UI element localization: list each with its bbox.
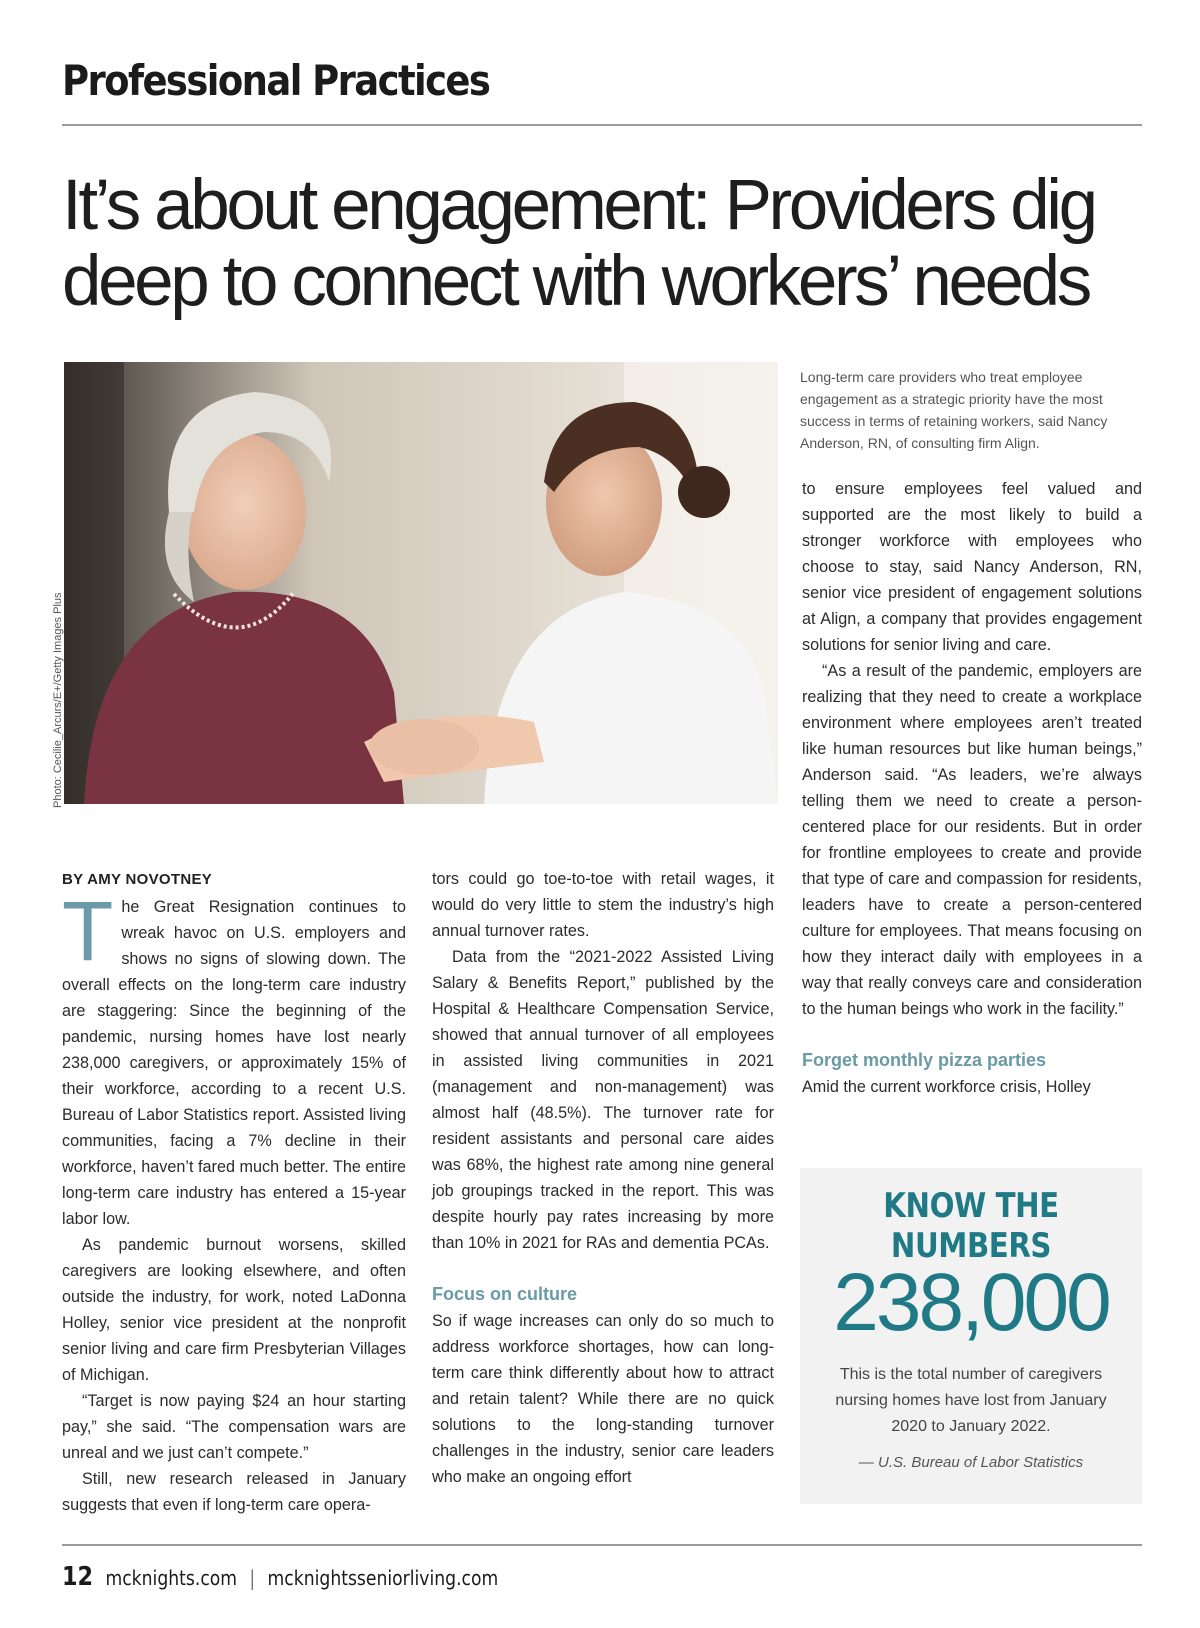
- callout-box: [800, 1168, 1142, 1504]
- footer-site-2: mcknightsseniorliving.com: [267, 1566, 499, 1590]
- article-photo: [64, 362, 778, 804]
- paragraph: Data from the “2021-2022 Assisted Living Salary & Benefits Report,” published by the Hospital & Healthcare Compensation Service, showed that annual turnover of all employees in assisted living communities in 2021 (management and non-management) was almost half (48.5%). The turnover rate for resident assistants and personal care aides was 68%, the highest rate among nine general job groupings tracked in the report. This was despite hourly pay rates increasing by more than 10% in 2021 for RAs and dementia PCAs.: [432, 948, 774, 1252]
- callout-number: 238,000: [833, 1257, 1109, 1348]
- footer-site-1: mcknights.com: [105, 1566, 238, 1590]
- paragraph: “As a result of the pandemic, employers are realizing that they need to create a workplace environment where employees aren’t treated like human resources but like human beings,” Anderson said. “As leaders, we’re always telling them we need to create a person-centered place for our residents. But in order for frontline employees to create and provide that type of care and compassion for residents, leaders have to create a person-centered culture for employees. That means focusing on how they interact daily with employees in a way that really conveys care and consideration to the human beings who work in the facility.”: [802, 662, 1142, 1018]
- subheading-pizza-parties: Forget monthly pizza parties: [802, 1050, 1047, 1070]
- photo-credit: Photo: Cecilie_Arcurs/E+/Getty Images Plus: [52, 592, 64, 808]
- paragraph: he Great Resignation continues to wreak havoc on U.S. employers and shows no signs of slowing down. The overall effects on the long-term care industry are staggering: Since the beginning of the pandemic, nursing homes have lost nearly 238,000 caregivers, or approximately 15% of their workforce, according to a recent U.S. Bureau of Labor Statistics report. Assisted living communities, facing a 7% decline in their workforce, haven’t fared much better. The entire long-term care industry has entered a 15-year labor low.: [62, 898, 406, 1228]
- drop-cap: T: [62, 884, 114, 978]
- article-column-2: [432, 868, 774, 1490]
- article-column-1: [62, 868, 406, 1518]
- paragraph: So if wage increases can only do so much to address workforce shortages, how can long-term care think differently about how to attract and retain talent? While there are no quick solutions to the long-standing turnover challenges in the industry, senior care leaders who make an ongoing effort: [432, 1312, 774, 1486]
- top-divider: [62, 124, 1142, 126]
- page-footer: [62, 1562, 498, 1592]
- bottom-divider: [62, 1544, 1142, 1546]
- paragraph: “Target is now paying $24 an hour starting pay,” she said. “The compensation wars are unreal and we just can’t compete.”: [62, 1392, 406, 1462]
- article-headline: It’s about engagement: Providers dig deep to connect with workers’ needs: [62, 166, 1095, 321]
- article-column-3: [802, 476, 1142, 1100]
- subheading-focus-on-culture: Focus on culture: [432, 1284, 578, 1304]
- callout-source: — U.S. Bureau of Labor Statistics: [858, 1454, 1084, 1471]
- section-title: Professional Practices: [62, 56, 490, 105]
- paragraph: tors could go toe-to-toe with retail wages, it would do very little to stem the industry’s high annual turnover rates.: [432, 870, 774, 940]
- page-number: 12: [62, 1562, 94, 1592]
- callout-title: KNOW THE NUMBERS: [883, 1186, 1059, 1266]
- byline: BY AMY NOVOTNEY: [62, 871, 213, 888]
- paragraph: Still, new research released in January suggests that even if long-term care opera-: [62, 1470, 406, 1514]
- photo-illustration: [64, 362, 778, 804]
- paragraph: As pandemic burnout worsens, skilled caregivers are looking elsewhere, and often outside the industry, for work, noted LaDonna Holley, senior vice president at the nonprofit senior living and care firm Presbyterian Villages of Michigan.: [62, 1236, 406, 1384]
- paragraph: to ensure employees feel valued and supported are the most likely to build a stronger workforce with employees who choose to stay, said Nancy Anderson, RN, senior vice president of engagement solutions at Align, a company that provides engagement solutions for senior living and care.: [802, 480, 1142, 654]
- paragraph: Amid the current workforce crisis, Holley: [802, 1078, 1091, 1096]
- footer-separator: |: [249, 1566, 256, 1590]
- photo-caption: Long-term care providers who treat employee engagement as a strategic priority have the most success in terms of retaining workers, said Nancy Anderson, RN, of consulting firm Align.: [800, 369, 1108, 451]
- callout-description: This is the total number of caregivers nursing homes have lost from January 2020 to January 2022.: [835, 1366, 1107, 1435]
